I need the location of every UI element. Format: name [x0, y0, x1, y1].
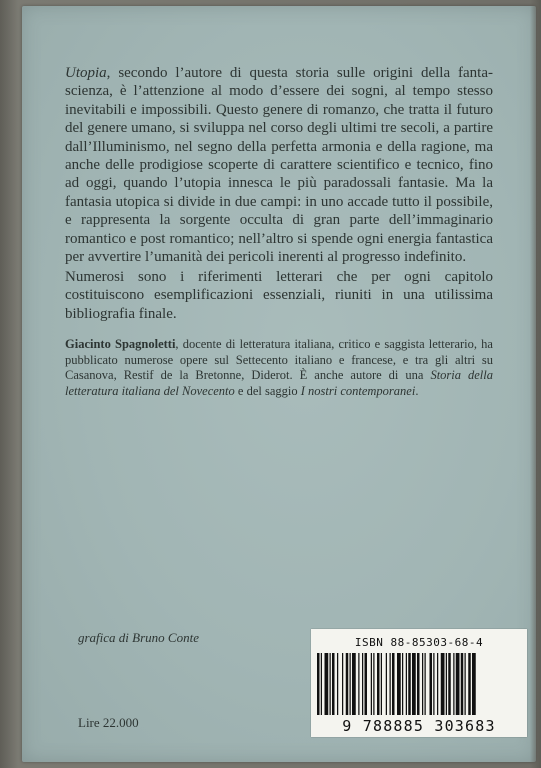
barcode-bar [406, 653, 407, 715]
author-name: Giacinto Spagnoletti [65, 337, 176, 351]
barcode-bar [346, 653, 349, 715]
barcode-bar [386, 653, 387, 715]
barcode-bars [317, 653, 521, 715]
barcode-bar [446, 653, 447, 715]
barcode-bar [358, 653, 359, 715]
bio-text-3: . [415, 383, 419, 398]
barcode-bar [392, 653, 395, 715]
isbn-label: ISBN 88-85303-68-4 [354, 636, 484, 649]
barcode-bar [430, 653, 433, 715]
bio-text-1: , docente di letteratura italiana, critico e saggista letterario, ha pubblicato numerose opere sul Settecento italiano e francese, e tra gli altri su Casanova, Restif de la Bretonne, Diderot. È anche autore di una [65, 337, 493, 382]
barcode-bar [433, 653, 434, 715]
barcode-bar [397, 653, 401, 715]
barcode-bar [468, 653, 471, 715]
author-bio [65, 337, 493, 399]
blurb-paragraph-2: Numerosi sono i riferimenti letterari che per ogni capitolo costituiscono esemplificazioni essenziali, riuniti in una utilissima bibliografia finale. [65, 269, 493, 322]
barcode-bar [321, 653, 322, 715]
barcode-bar [352, 653, 356, 715]
bio-book-title-2: I nostri contemporanei [300, 383, 416, 398]
barcode-bar [332, 653, 335, 715]
barcode-bar [441, 653, 445, 715]
barcode-bar [417, 653, 420, 715]
barcode-bar [472, 653, 476, 715]
barcode-bar [350, 653, 351, 715]
ean-digits: 9 788885 303683 [342, 717, 496, 735]
barcode-bar [365, 653, 368, 715]
barcode-bar [362, 653, 363, 715]
design-credit: grafica di Bruno Conte [78, 630, 199, 645]
barcode-bar [412, 653, 416, 715]
blurb-paragraph [65, 64, 493, 266]
barcode-bar [465, 653, 466, 715]
barcode-bar [461, 653, 464, 715]
blurb-text: , secondo l’autore di questa storia sulle origini della fanta-scienza, è l’attenzione al modo d’essere dei sogni, al tempo stesso inevitabili e impossibili. Questo genere di romanzo, che tratta il futuro del genere umano, si sviluppa nel corso degli ultimi tre secoli, a partire dall’Illuminismo, nel segno della perfetta armonia e della ragione, ma anche delle prodigiose scoperte di carattere scientifico e tecnico, fino ad oggi, quando l’utopia innesca le più paradossali fantasie. Ma la fantasia utopica si divide in due campi: in uno accade tutto il possibile, e rappresenta la sorgente occulta di gran parte dell’immaginario romantico e post romantico; nell’altro si spende ogni energia fantastica per avvertire l’umanità dei pericoli inerenti al progresso indefinito. [65, 65, 493, 266]
barcode-bar [317, 653, 320, 715]
barcode-bar [422, 653, 423, 715]
barcode-bar [337, 653, 338, 715]
cover-edge-shadow [530, 0, 541, 768]
barcode-bar [325, 653, 329, 715]
barcode-bar [437, 653, 438, 715]
barcode-bar [408, 653, 411, 715]
barcode-bar [448, 653, 451, 715]
barcode-bar [373, 653, 374, 715]
barcode-bar [390, 653, 391, 715]
barcode-sticker [311, 629, 527, 737]
barcode-bar [456, 653, 460, 715]
price-label: Lire 22.000 [78, 715, 139, 730]
barcode-bar [381, 653, 382, 715]
barcode-bar [402, 653, 403, 715]
bio-text-2: e del saggio [234, 383, 301, 398]
barcode-bar [453, 653, 454, 715]
barcode-bar [377, 653, 380, 715]
barcode-bar [371, 653, 372, 715]
bio-book-title-1: Storia della letteratura italiana del Novecento [65, 368, 493, 398]
barcode-bar [425, 653, 426, 715]
barcode-bar [330, 653, 331, 715]
blurb-title-word: Utopia [65, 65, 107, 81]
barcode-bar [342, 653, 343, 715]
